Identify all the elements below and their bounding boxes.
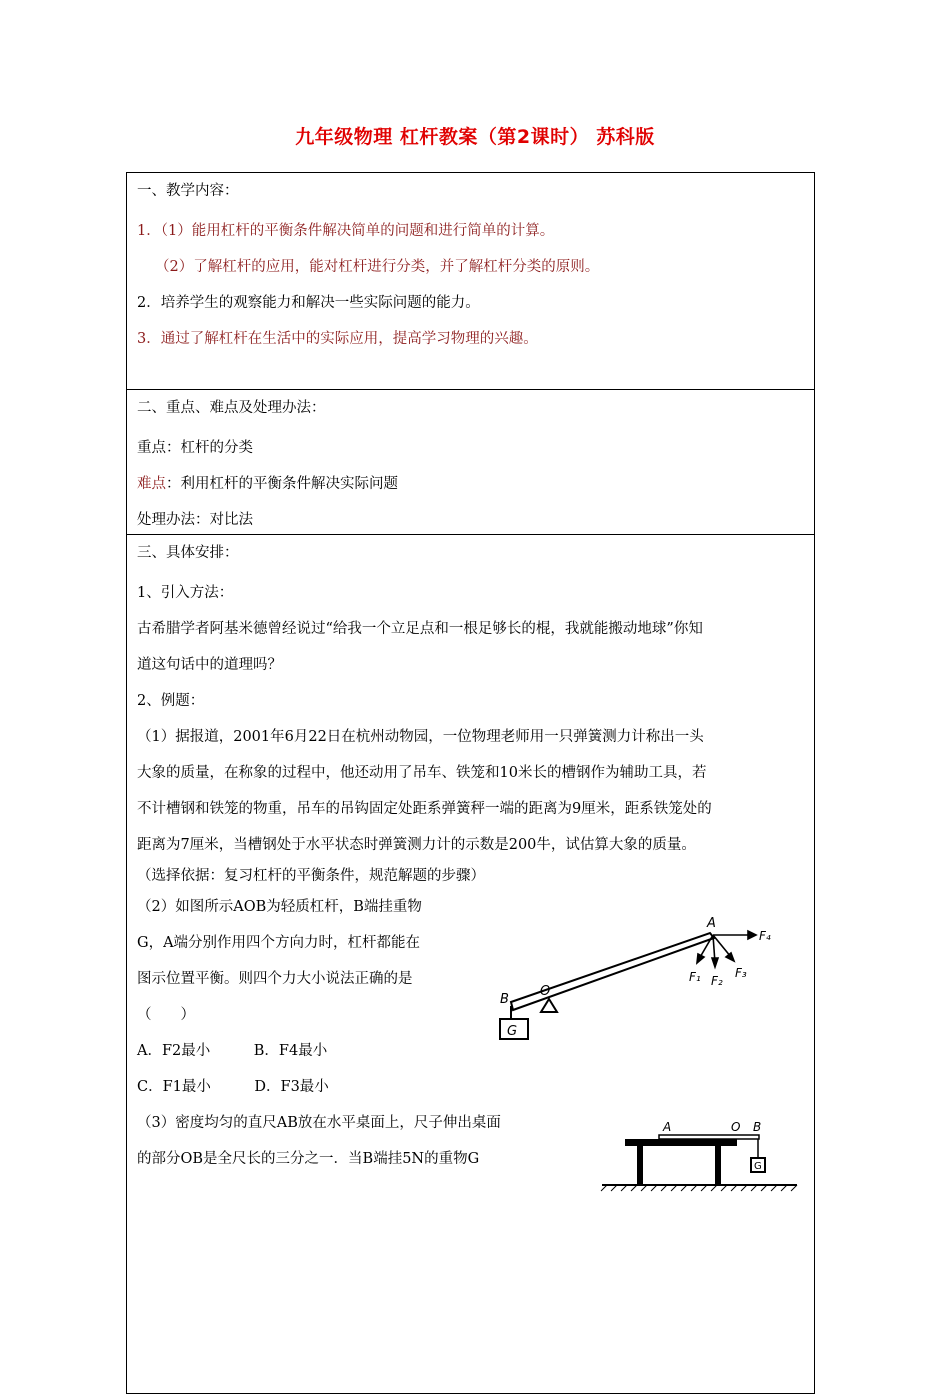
intro-text: 古希腊学者阿基米德曾经说过“给我一个立足点和一根足够长的棍，我就能搬动地球”你知 xyxy=(137,621,703,637)
fig2-label-A: A xyxy=(663,1120,672,1134)
force-arrow-f3 xyxy=(713,935,731,957)
objective-item: （2）了解杠杆的应用，能对杠杆进行分类，并了解杠杆分类的原则。 xyxy=(155,259,600,275)
method: 处理办法：对比法 xyxy=(137,512,253,528)
objective-item: 2．培养学生的观察能力和解决一些实际问题的能力。 xyxy=(137,295,480,311)
key-point: 重点：杠杆的分类 xyxy=(137,440,253,456)
intro-text: 道这句话中的道理吗？ xyxy=(137,657,282,673)
example-1-line: 距离为7厘米，当槽钢处于水平状态时弹簧测力计的示数是200牛，试估算大象的质量。 xyxy=(137,837,696,853)
section-heading: 二、重点、难点及处理办法： xyxy=(137,400,326,416)
section-teaching-content xyxy=(127,173,814,390)
example-2-option: C．F1最小 D．F3最小 xyxy=(137,1079,329,1095)
example-3-line: 的部分OB是全尺长的三分之一．当B端挂5N的重物G xyxy=(137,1151,480,1167)
intro-heading: 1、引入方法： xyxy=(137,585,234,601)
page-title: 九年级物理 杠杆教案（第2课时） 苏科版 xyxy=(295,126,655,148)
example-2-line: （ ） xyxy=(137,1007,195,1023)
example-1-line: 不计槽钢和铁笼的物重，吊车的吊钩固定处距系弹簧秤一端的距离为9厘米，距系铁笼处的 xyxy=(137,801,712,817)
fig2-label-G: G xyxy=(754,1161,762,1172)
fig2-label-B: B xyxy=(753,1120,762,1134)
fig1-label-F2: F₂ xyxy=(711,974,723,988)
example-2-line: G，A端分别作用四个方向力时，杠杆都能在 xyxy=(137,935,421,951)
example-1-line: 大象的质量，在称象的过程中，他还动用了吊车、铁笼和10米长的槽钢作为辅助工具，若 xyxy=(137,765,707,781)
lever-diagram-1 xyxy=(495,911,815,1056)
difficulty-label: 难点 xyxy=(137,476,166,492)
example-2-line: 图示位置平衡。则四个力大小说法正确的是 xyxy=(137,971,413,987)
fig1-label-F1: F₁ xyxy=(689,970,701,984)
example-2-line: （2）如图所示AOB为轻质杠杆，B端挂重物 xyxy=(137,899,422,915)
section-arrangement xyxy=(127,535,814,1393)
difficulty-text: ：利用杠杆的平衡条件解决实际问题 xyxy=(166,476,398,492)
fig1-label-F4: F₄ xyxy=(759,929,771,943)
ruler-table-diagram xyxy=(597,1113,807,1193)
objective-item: 3．通过了解杠杆在生活中的实际应用，提高学习物理的兴趣。 xyxy=(137,331,538,347)
section-key-points xyxy=(127,390,814,535)
lesson-plan-table xyxy=(126,172,815,1394)
fig1-label-G: G xyxy=(507,1024,518,1039)
example-1-line: （1）据报道，2001年6月22日在杭州动物园，一位物理老师用一只弹簧测力计称出一头 xyxy=(137,729,704,745)
example-1-note: （选择依据：复习杠杆的平衡条件，规范解题的步骤） xyxy=(137,868,485,884)
fig1-label-O: O xyxy=(540,984,551,999)
example-2-option: A．F2最小 B．F4最小 xyxy=(137,1043,328,1059)
fig1-label-F3: F₃ xyxy=(735,966,747,980)
fig1-label-A: A xyxy=(707,916,716,931)
section-heading: 三、具体安排： xyxy=(137,545,239,561)
example-3-line: （3）密度均匀的直尺AB放在水平桌面上，尺子伸出桌面 xyxy=(137,1115,501,1131)
fig2-label-O: O xyxy=(731,1120,741,1134)
examples-heading: 2、例题： xyxy=(137,693,205,709)
section-heading: 一、教学内容： xyxy=(137,183,239,199)
objective-item: 1．（1）能用杠杆的平衡条件解决简单的问题和进行简单的计算。 xyxy=(137,223,555,239)
difficulty xyxy=(137,466,804,502)
fig1-label-B: B xyxy=(500,992,509,1007)
